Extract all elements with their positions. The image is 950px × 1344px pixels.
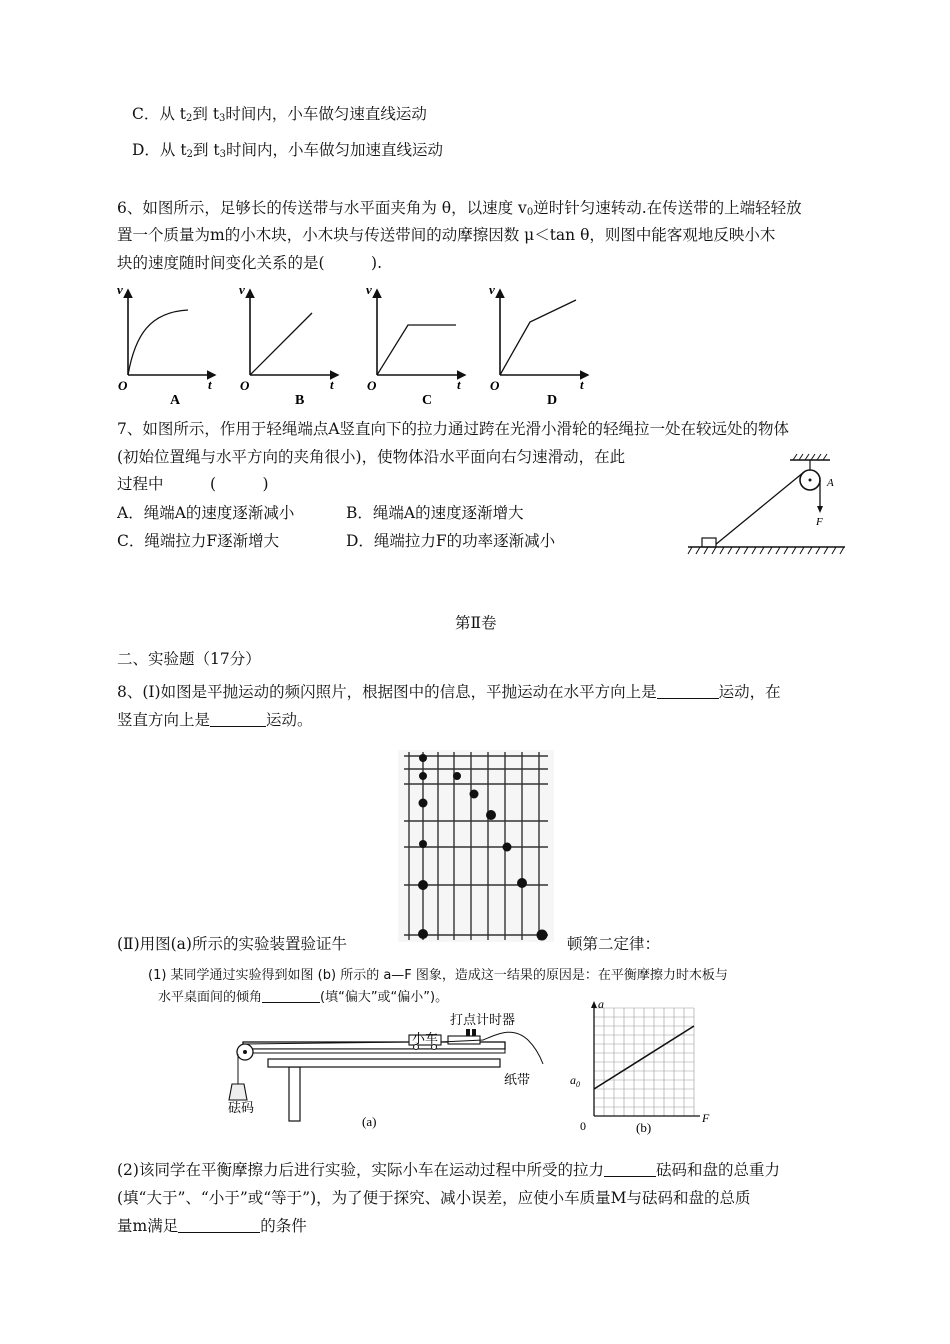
q6-graph-d-origin: O bbox=[490, 378, 500, 393]
q6-graph-a bbox=[117, 282, 215, 408]
q6-graph-b-axis-t: t bbox=[330, 377, 334, 392]
fig-b-origin: 0 bbox=[580, 1119, 586, 1133]
fig-a-tape-label: 纸带 bbox=[504, 1073, 531, 1088]
section-heading: 二、实验题（17分） bbox=[117, 650, 261, 668]
q8-sub1-line1: (1) 某同学通过实验得到如图 (b) 所示的 a—F 图象，造成这一结果的原因是：在平衡摩擦力时木板与 bbox=[148, 968, 728, 983]
q6-graph-a-axis-v: v bbox=[117, 282, 123, 297]
q6-graph-a-axis-t: t bbox=[208, 377, 212, 392]
fig-b-a0-label: $a_0$ bbox=[570, 1073, 580, 1089]
fig-b-axis-F: F bbox=[702, 1111, 710, 1125]
q6-graph-a-label: A bbox=[170, 393, 181, 408]
q6-graph-b-label: B bbox=[295, 393, 305, 408]
q7-pulley-figure bbox=[680, 448, 860, 563]
q7-option-b: B．绳端A的速度逐渐增大 bbox=[346, 504, 524, 522]
q6-graph-c-label: C bbox=[422, 393, 433, 408]
q7-fig-label-f: F bbox=[816, 516, 823, 528]
q7-option-c: C．绳端拉力F逐渐增大 bbox=[117, 532, 280, 550]
answer-blank[interactable] bbox=[262, 990, 320, 1003]
fig-a-caption: (a) bbox=[362, 1114, 377, 1129]
q5-option-d: D．从 $t_2$到 $t_3$时间内，小车做匀加速直线运动 bbox=[132, 141, 444, 160]
q8-sub2-line1: (2)该同学在平衡摩擦力后进行实验，实际小车在运动过程中所受的拉力 砝码和盘的总重力 bbox=[117, 1161, 780, 1179]
fig-b-caption: (b) bbox=[636, 1120, 652, 1135]
q8-part1-line1: 8、(Ⅰ)如图是平抛运动的频闪照片，根据图中的信息，平抛运动在水平方向上是 运动，在 bbox=[117, 683, 781, 701]
q6-vt-graphs bbox=[110, 280, 610, 410]
q7-fig-label-a: A bbox=[827, 477, 834, 489]
answer-blank[interactable] bbox=[178, 1218, 260, 1233]
q6-graph-c bbox=[366, 282, 465, 408]
fig-a-weight-label: 砝码 bbox=[228, 1101, 255, 1116]
answer-blank[interactable] bbox=[657, 684, 719, 699]
q6-stem-line3: 块的速度随时间变化关系的是( ). bbox=[117, 254, 383, 272]
q7-stem-line2: (初始位置绳与水平方向的夹角很小)，使物体沿水平面向右匀速滑动，在此 bbox=[117, 448, 626, 466]
q7-stem-line1: 7、如图所示，作用于轻绳端点A竖直向下的拉力通过跨在光滑小滑轮的轻绳拉一处在较远处的物体 bbox=[117, 420, 790, 438]
q8-part2-intro-a: (Ⅱ)用图(a)所示的实验装置验证牛 bbox=[117, 935, 347, 953]
answer-blank[interactable] bbox=[604, 1162, 656, 1177]
q6-stem-line1: 6、如图所示，足够长的传送带与水平面夹角为 θ，以速度 $v_0$逆时针匀速转动.在传送带的上端轻轻放 bbox=[117, 199, 802, 218]
q8-sub2-line2: (填“大于”、“小于”或“等于”)，为了便于探究、减小误差，应使小车质量M与砝码和盘的总质 bbox=[117, 1189, 751, 1207]
section-title: 第Ⅱ卷 bbox=[455, 614, 497, 632]
q8-part2-intro-b: 顿第二定律： bbox=[567, 935, 661, 953]
q6-stem-line2: 置一个质量为m的小木块，小木块与传送带间的动摩擦因数 μ＜tan θ，则图中能客观地反映小木 bbox=[117, 226, 776, 244]
figure-a-apparatus bbox=[228, 1012, 558, 1132]
q6-graph-d-label: D bbox=[547, 393, 558, 408]
answer-blank[interactable] bbox=[210, 712, 266, 727]
q6-graph-a-origin: O bbox=[118, 378, 128, 393]
fig-b-axis-a: a bbox=[598, 998, 604, 1011]
q7-option-d: D．绳端拉力F的功率逐渐减小 bbox=[346, 532, 556, 550]
q6-graph-d-axis-t: t bbox=[580, 377, 584, 392]
q6-graph-d bbox=[489, 282, 588, 408]
block-icon bbox=[702, 538, 716, 547]
q5-option-c: C．从 $t_2$到 $t_3$时间内，小车做匀速直线运动 bbox=[132, 105, 427, 124]
weight-icon bbox=[229, 1084, 247, 1100]
q6-graph-c-axis-t: t bbox=[457, 377, 461, 392]
q8-sub2-line3: 量m满足 的条件 bbox=[117, 1217, 307, 1235]
fig-a-timer-label: 打点计时器 bbox=[450, 1013, 516, 1028]
strobe-photo bbox=[398, 750, 554, 942]
q6-graph-d-axis-v: v bbox=[489, 282, 495, 297]
q7-stem-line3: 过程中 ( ) bbox=[117, 475, 269, 493]
q6-graph-b-origin: O bbox=[240, 378, 250, 393]
q6-graph-c-axis-v: v bbox=[366, 282, 372, 297]
q6-graph-c-origin: O bbox=[367, 378, 377, 393]
q7-option-a: A．绳端A的速度逐渐减小 bbox=[117, 504, 295, 522]
fig-a-cart-label: 小车 bbox=[412, 1032, 439, 1047]
q6-graph-b bbox=[239, 282, 338, 408]
q8-sub1-line2: 水平桌面间的倾角 (填“偏大”或“偏小”)。 bbox=[158, 990, 449, 1005]
q8-part1-line2: 竖直方向上是 运动。 bbox=[117, 711, 313, 729]
figure-b-aF-graph bbox=[568, 998, 718, 1138]
q6-graph-b-axis-v: v bbox=[239, 282, 245, 297]
